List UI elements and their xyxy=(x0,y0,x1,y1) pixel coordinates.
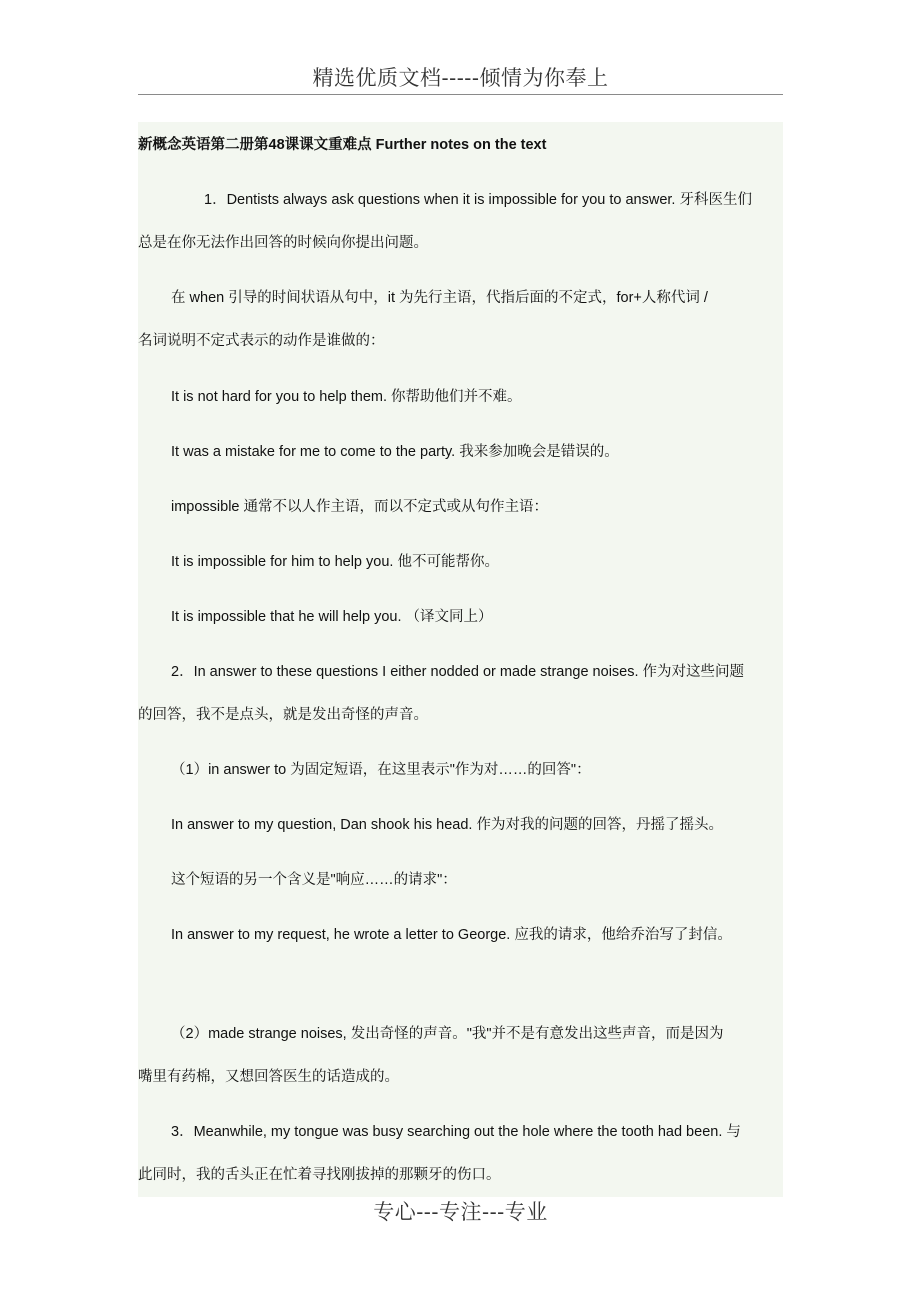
paragraph-line: 在 when 引导的时间状语从句中，it 为先行主语，代指后面的不定式，for+人称代词 / xyxy=(171,290,708,306)
example-line: It was a mistake for me to come to the party. 我来参加晚会是错误的。 xyxy=(171,444,619,460)
page-footer: 专心---专注---专业 xyxy=(373,1200,548,1224)
document-title: 新概念英语第二册第48课课文重难点 Further notes on the text xyxy=(138,137,547,153)
paragraph-line: impossible 通常不以人作主语，而以不定式或从句作主语： xyxy=(171,499,549,515)
paragraph-line: 此同时，我的舌头正在忙着寻找刚拔掉的那颗牙的伤口。 xyxy=(138,1167,501,1183)
example-line: In answer to my question, Dan shook his head. 作为对我的问题的回答，丹摇了摇头。 xyxy=(171,817,723,833)
example-line: It is impossible for him to help you. 他不可能帮你。 xyxy=(171,554,499,570)
header-divider xyxy=(138,94,783,95)
paragraph-line: 总是在你无法作出回答的时候向你提出问题。 xyxy=(138,235,428,251)
paragraph-line: （2）made strange noises, 发出奇怪的声音。"我"并不是有意发出这些声音，而是因为 xyxy=(171,1026,724,1042)
example-line: In answer to my request, he wrote a letter to George. 应我的请求，他给乔治写了封信。 xyxy=(171,927,732,943)
paragraph-line: 1．Dentists always ask questions when it is impossible for you to answer. 牙科医生们 xyxy=(204,192,752,208)
document-body xyxy=(138,122,783,1197)
page-header: 精选优质文档-----倾情为你奉上 xyxy=(312,66,609,90)
paragraph-line: 2．In answer to these questions I either nodded or made strange noises. 作为对这些问题 xyxy=(171,664,745,680)
example-line: It is impossible that he will help you. （译文同上） xyxy=(171,609,493,625)
paragraph-line: 3．Meanwhile, my tongue was busy searching out the hole where the tooth had been. 与 xyxy=(171,1124,741,1140)
paragraph-line: 的回答，我不是点头，就是发出奇怪的声音。 xyxy=(138,707,428,723)
example-line: It is not hard for you to help them. 你帮助他们并不难。 xyxy=(171,389,522,405)
paragraph-line: （1）in answer to 为固定短语，在这里表示"作为对……的回答"： xyxy=(171,762,591,778)
paragraph-line: 嘴里有药棉，又想回答医生的话造成的。 xyxy=(138,1069,399,1085)
paragraph-line: 这个短语的另一个含义是"响应……的请求"： xyxy=(171,872,457,888)
paragraph-line: 名词说明不定式表示的动作是谁做的： xyxy=(138,333,385,349)
